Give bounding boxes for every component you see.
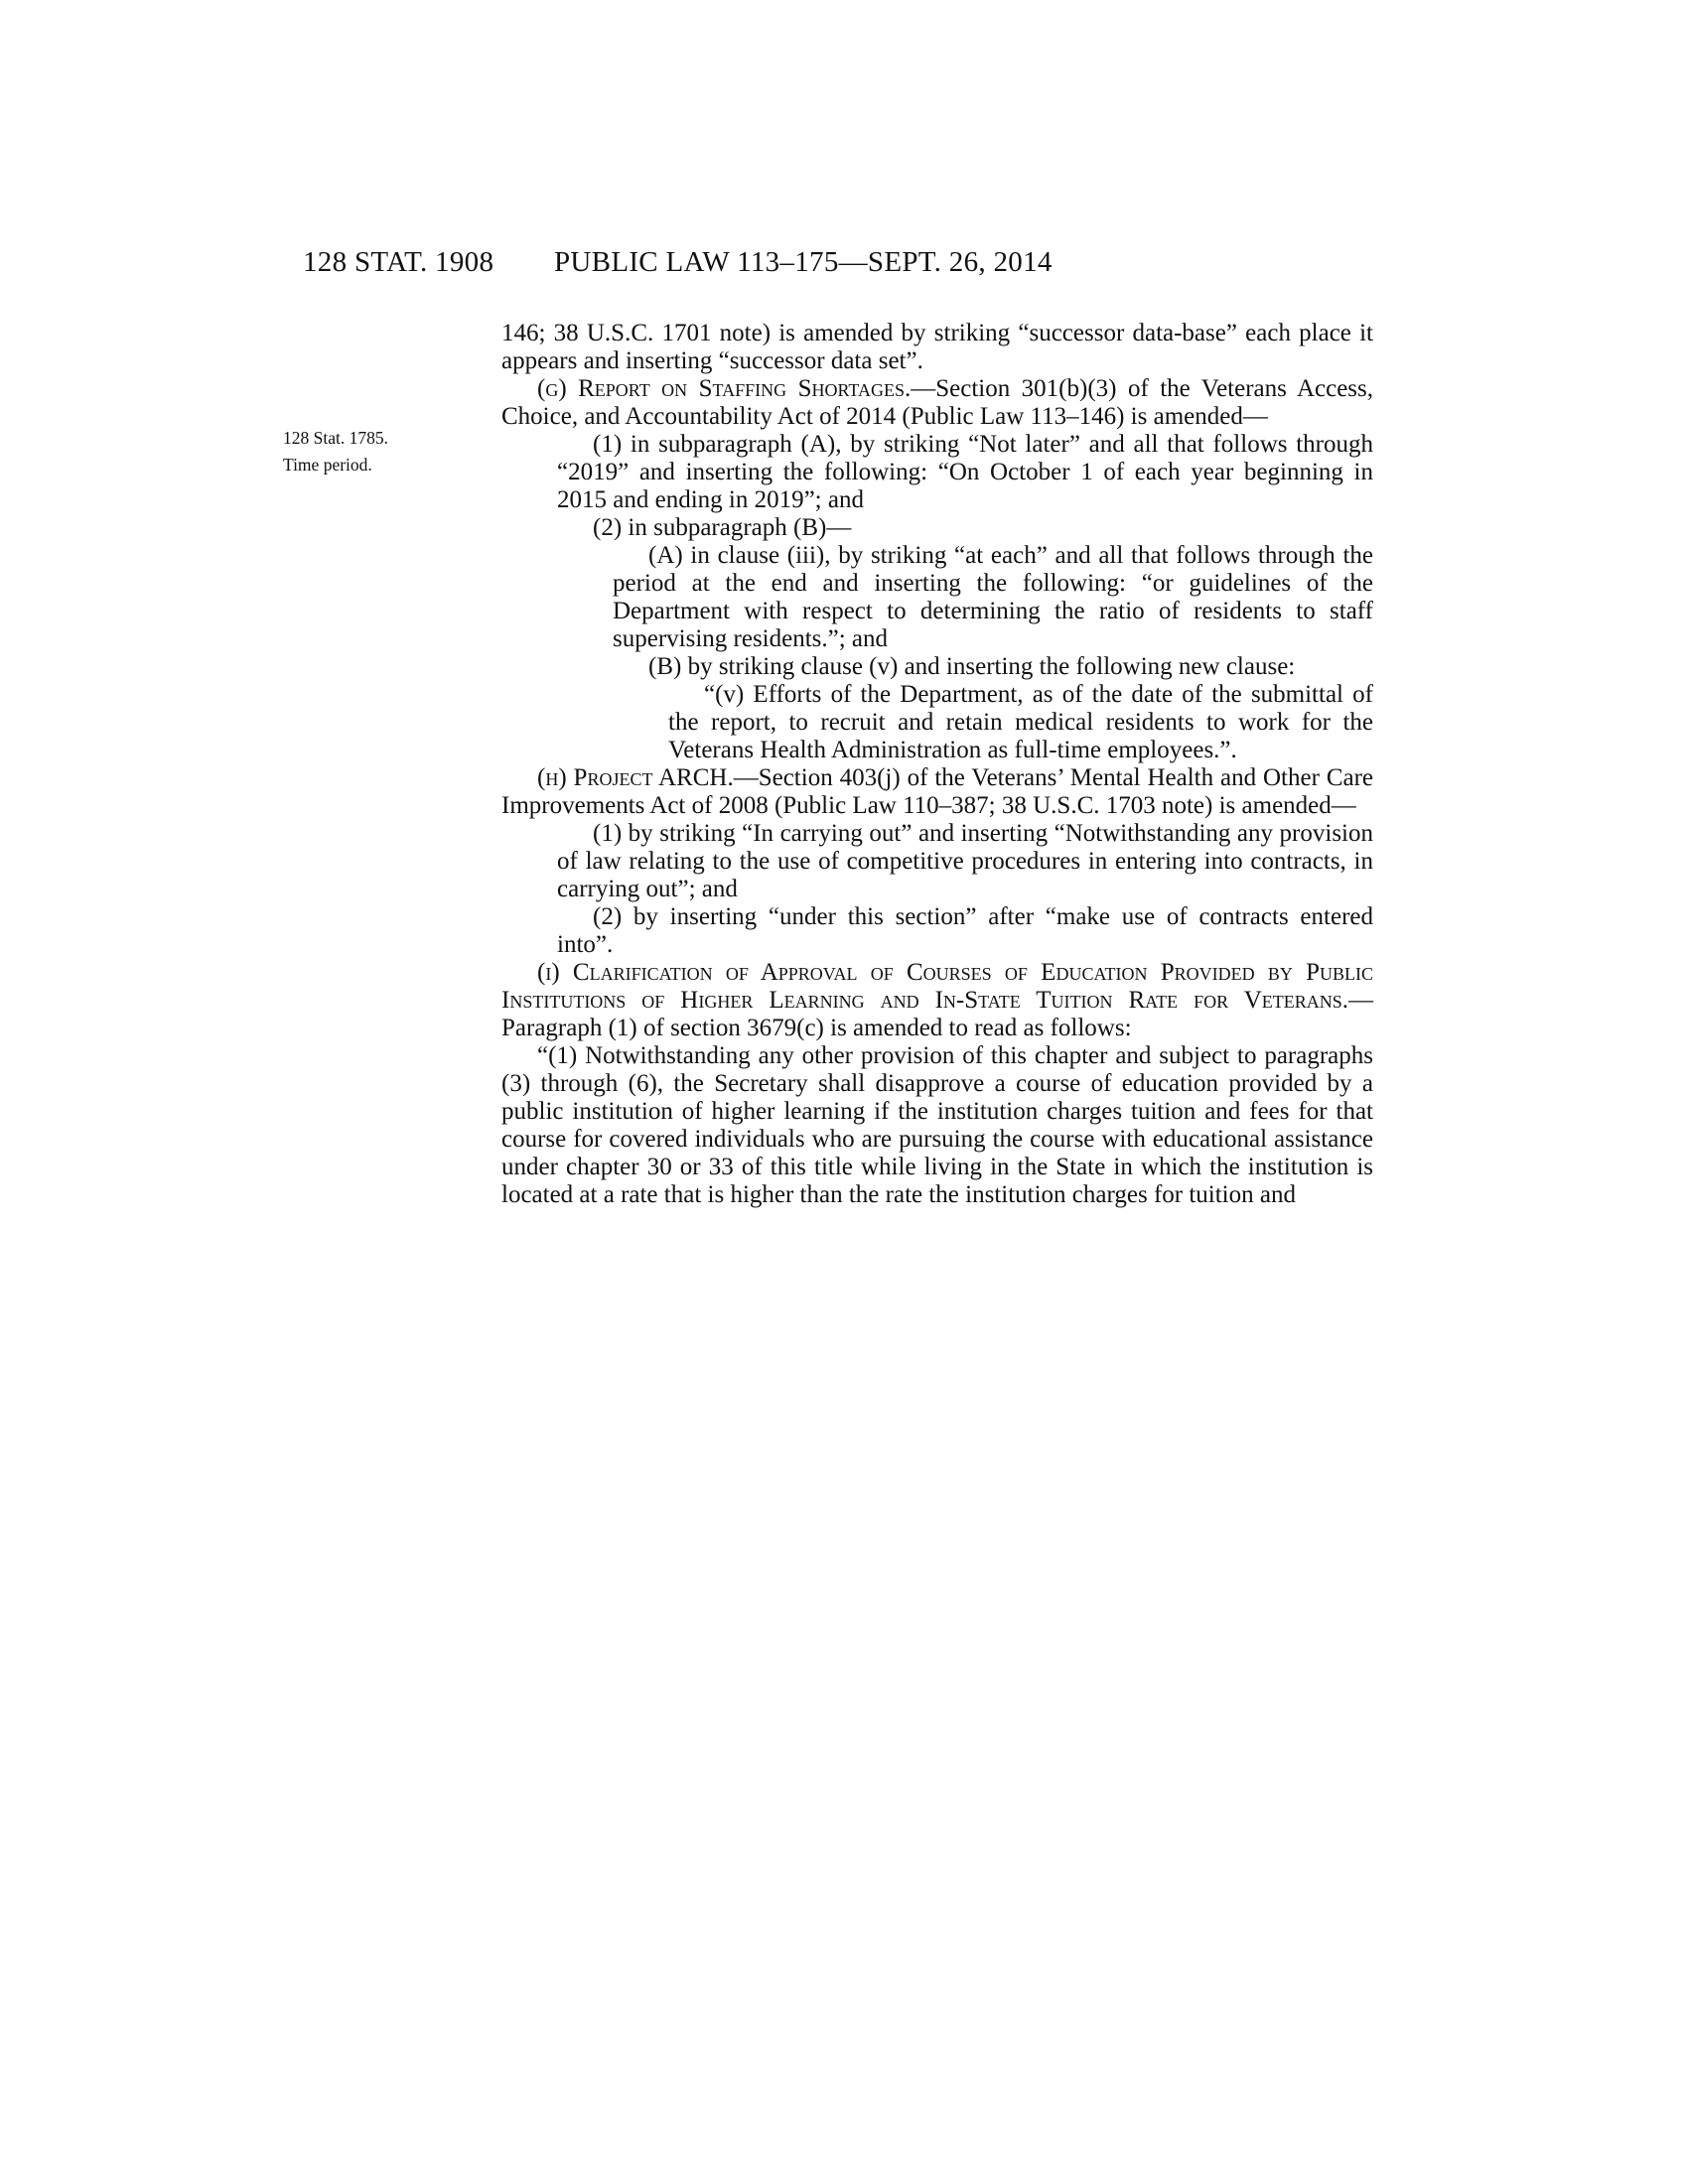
section-heading: (h) Project ARCH.	[537, 764, 734, 791]
section-g-report-on-staffing-shortages: (g) Report on Staffing Shortages.—Section 301(b)(3) of the Veterans Access, Choice, and Accountability Act of 2014 (Public Law 113–146) is amended—	[501, 375, 1373, 430]
page-title: PUBLIC LAW 113–175—SEPT. 26, 2014	[554, 246, 1053, 278]
margin-note-statute-ref: 128 Stat. 1785.	[283, 428, 388, 448]
paragraph-continuation: 146; 38 U.S.C. 1701 note) is amended by striking “successor data-base” each place it appears and inserting “successor data set”.	[501, 320, 1373, 374]
subparagraph-g-2-b: (B) by striking clause (v) and inserting the following new clause:	[648, 653, 1296, 680]
subparagraph-g-2-a: (A) in clause (iii), by striking “at each” and all that follows through the period at the end and inserting the following: “or guidelines of the Department with respect to determining the ratio of residents to staff supervising residents.”; and	[613, 542, 1373, 652]
quoted-paragraph-1: “(1) Notwithstanding any other provision of this chapter and subject to paragraphs (3) through (6), the Secretary shall disapprove a course of education provided by a public institution of higher learning if the institution charges tuition and fees for that course for covered individuals who are pursuing the course with educational assistance under chapter 30 or 33 of this title while living in the State in which the institution is located at a rate that is higher than the rate the institution charges for tuition and	[501, 1042, 1373, 1208]
paragraph-h-1: (1) by striking “In carrying out” and inserting “Notwithstanding any provision of law relating to the use of competitive procedures in entering into contracts, in carrying out”; and	[557, 820, 1373, 902]
section-h-project-arch: (h) Project ARCH.—Section 403(j) of the Veterans’ Mental Health and Other Care Improvements Act of 2008 (Public Law 110–387; 38 U.S.C. 1703 note) is amended—	[501, 764, 1374, 819]
stat-reference: 128 STAT. 1908	[303, 246, 494, 278]
page-header	[303, 246, 1375, 286]
margin-note-time-period: Time period.	[283, 455, 372, 475]
clause-v: “(v) Efforts of the Department, as of the date of the submittal of the report, to recruit and retain medical residents to work for the Veterans Health Administration as full-time employees.”.	[668, 681, 1373, 763]
document-body	[501, 320, 1373, 1209]
margin-note	[283, 425, 388, 478]
section-heading: (i) Clarification of Approval of Courses of Education Provided by Public Institutions of Higher Learning and In-State Tuition Rate for Veterans.	[501, 959, 1373, 1014]
section-i-clarification: (i) Clarification of Approval of Courses of Education Provided by Public Institutions of Higher Learning and In-State Tuition Rate for Veterans.—Paragraph (1) of section 3679(c) is amended to read as follows:	[501, 959, 1373, 1041]
paragraph-g-2: (2) in subparagraph (B)—	[593, 514, 852, 541]
paragraph-h-2: (2) by inserting “under this section” after “make use of contracts entered into”.	[557, 903, 1373, 958]
paragraph-g-1: (1) in subparagraph (A), by striking “Not later” and all that follows through “2019” and inserting the following: “On October 1 of each year beginning in 2015 and ending in 2019”; and	[557, 431, 1373, 513]
section-heading: (g) Report on Staffing Shortages.	[537, 375, 912, 402]
